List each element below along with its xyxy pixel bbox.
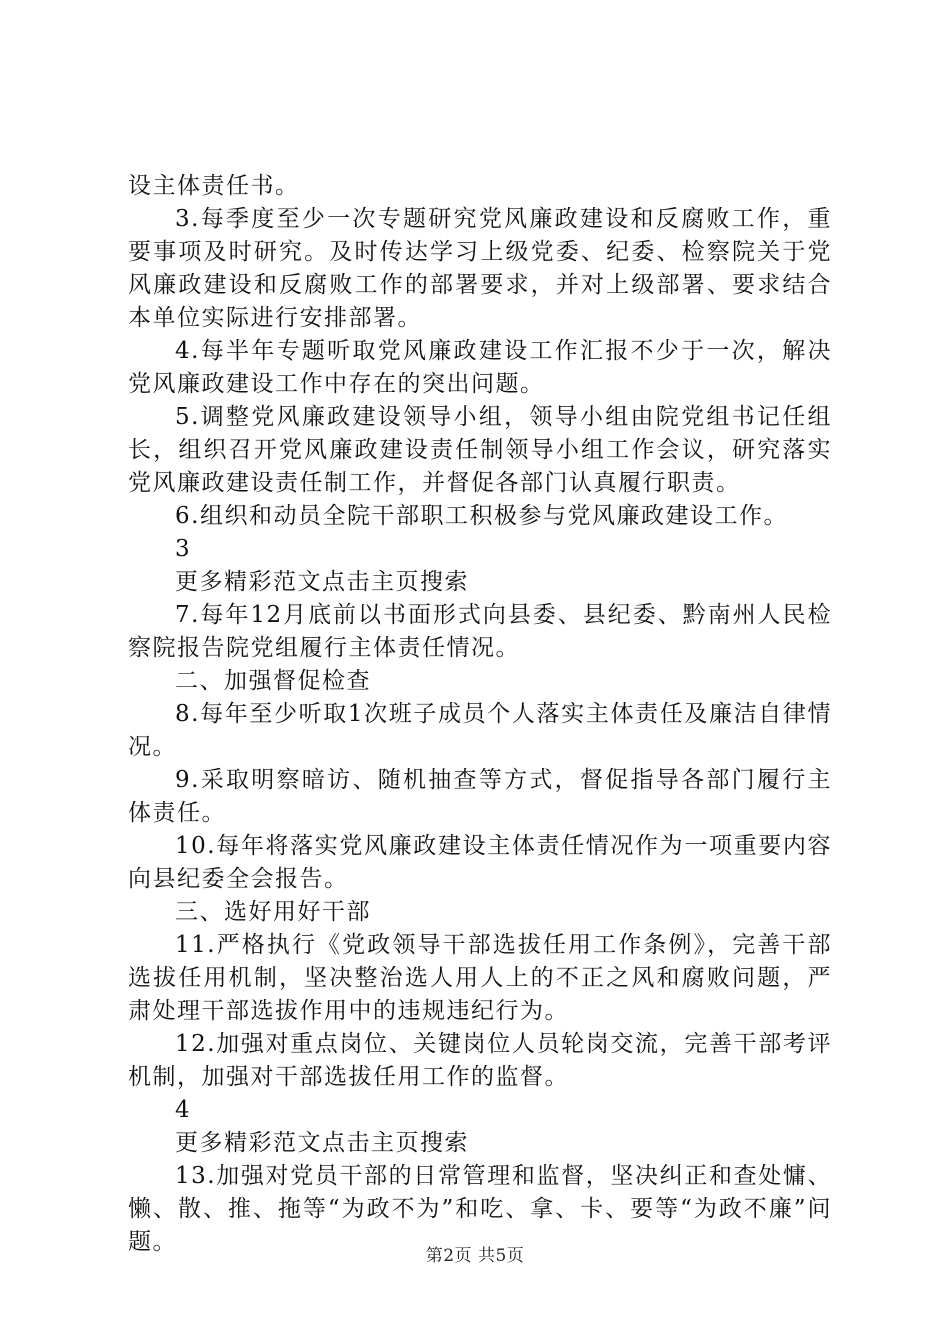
paragraph-item-10: 10.每年将落实党风廉政建设主体责任情况作为一项重要内容向县纪委全会报告。 [128,833,832,892]
document-body [128,170,832,1259]
paragraph-item-12: 12.加强对重点岗位、关键岗位人员轮岗交流，完善干部考评机制，加强对干部选拔任用工作的监督。 [128,1031,832,1090]
page-footer [0,1241,950,1266]
section-heading-3: 三、选好用好干部 [175,899,371,925]
section-heading-2: 二、加强督促检查 [175,668,371,694]
paragraph-item-11: 11.严格执行《党政领导干部选拔任用工作条例》，完善干部选拔任用机制，坚决整治选人用人上的不正之风和腐败问题，严肃处理干部选拔作用中的违规违纪行为。 [128,932,832,1024]
promo-text: 更多精彩范文点击主页搜索 [175,569,469,595]
paragraph-item-8: 8.每年至少听取1次班子成员个人落实主体责任及廉洁自律情况。 [128,701,832,760]
inline-page-number: 3 [175,536,192,562]
paragraph-item-13: 13.加强对党员干部的日常管理和监督，坚决纠正和查处慵、懒、散、推、拖等“为政不为”和吃、拿、卡、要等“为政不廉”问题。 [128,1163,832,1255]
inline-page-number: 4 [175,1097,192,1123]
paragraph-item-9: 9.采取明察暗访、随机抽查等方式，督促指导各部门履行主体责任。 [128,767,832,826]
paragraph-item-4: 4.每半年专题听取党风廉政建设工作汇报不少于一次，解决党风廉政建设工作中存在的突出问题。 [128,338,832,397]
paragraph-item-6: 6.组织和动员全院干部职工积极参与党风廉政建设工作。 [175,503,788,529]
promo-text: 更多精彩范文点击主页搜索 [175,1130,469,1156]
paragraph-item-5: 5.调整党风廉政建设领导小组，领导小组由院党组书记任组长，组织召开党风廉政建设责任制领导小组工作会议，研究落实党风廉政建设责任制工作，并督促各部门认真履行职责。 [128,404,832,496]
page-number-label: 第2页 共5页 [425,1246,525,1266]
paragraph-item-3: 3.每季度至少一次专题研究党风廉政建设和反腐败工作，重要事项及时研究。及时传达学习上级党委、纪委、检察院关于党风廉政建设和反腐败工作的部署要求，并对上级部署、要求结合本单位实际进行安排部署。 [128,206,832,331]
paragraph-item-7: 7.每年12月底前以书面形式向县委、县纪委、黔南州人民检察院报告院党组履行主体责任情况。 [128,602,832,661]
paragraph-continuation: 设主体责任书。 [128,173,300,199]
